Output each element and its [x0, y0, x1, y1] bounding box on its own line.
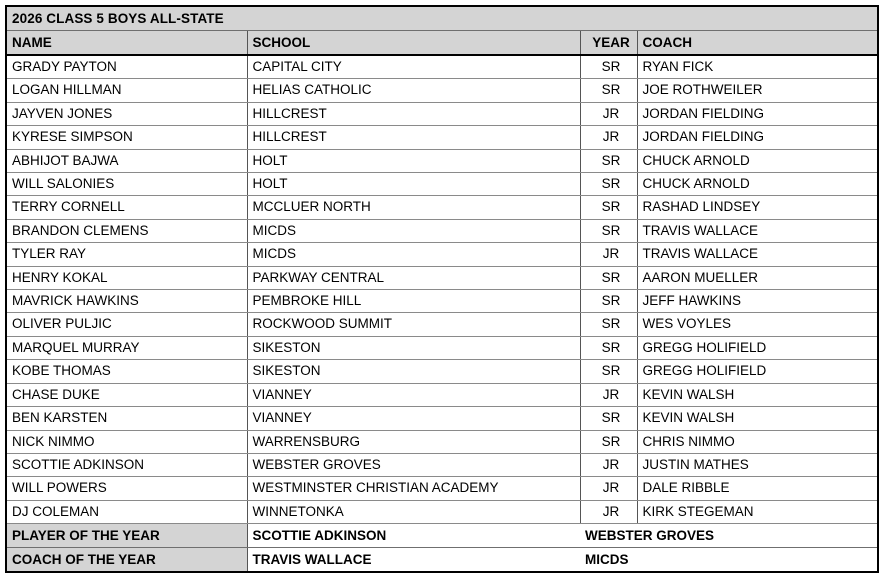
award-school: WEBSTER GROVES	[580, 524, 877, 548]
table-row	[7, 173, 877, 196]
cell-school: VIANNEY	[247, 407, 580, 430]
cell-school: CAPITAL CITY	[247, 55, 580, 79]
cell-year: SR	[580, 336, 637, 359]
cell-name: NICK NIMMO	[7, 430, 247, 453]
table-row	[7, 196, 877, 219]
table-row	[7, 477, 877, 500]
cell-year: SR	[580, 219, 637, 242]
cell-year: SR	[580, 290, 637, 313]
cell-name: HENRY KOKAL	[7, 266, 247, 289]
cell-school: SIKESTON	[247, 360, 580, 383]
cell-coach: CHUCK ARNOLD	[637, 149, 877, 172]
cell-year: JR	[580, 102, 637, 125]
cell-name: DJ COLEMAN	[7, 500, 247, 523]
cell-name: CHASE DUKE	[7, 383, 247, 406]
cell-school: HOLT	[247, 173, 580, 196]
cell-coach: DALE RIBBLE	[637, 477, 877, 500]
column-header-school: SCHOOL	[247, 31, 580, 56]
cell-coach: CHUCK ARNOLD	[637, 173, 877, 196]
cell-name: TERRY CORNELL	[7, 196, 247, 219]
table-row	[7, 290, 877, 313]
all-state-table	[7, 7, 877, 571]
cell-coach: KEVIN WALSH	[637, 407, 877, 430]
cell-school: MCCLUER NORTH	[247, 196, 580, 219]
cell-school: PARKWAY CENTRAL	[247, 266, 580, 289]
cell-name: OLIVER PULJIC	[7, 313, 247, 336]
award-row	[7, 548, 877, 572]
cell-year: SR	[580, 149, 637, 172]
cell-name: LOGAN HILLMAN	[7, 79, 247, 102]
cell-coach: JORDAN FIELDING	[637, 102, 877, 125]
cell-name: SCOTTIE ADKINSON	[7, 453, 247, 476]
cell-year: SR	[580, 173, 637, 196]
all-state-table-container	[5, 5, 879, 573]
table-title-row	[7, 7, 877, 31]
cell-name: JAYVEN JONES	[7, 102, 247, 125]
award-row	[7, 524, 877, 548]
cell-year: JR	[580, 383, 637, 406]
cell-coach: JUSTIN MATHES	[637, 453, 877, 476]
cell-school: SIKESTON	[247, 336, 580, 359]
cell-coach: WES VOYLES	[637, 313, 877, 336]
cell-name: KYRESE SIMPSON	[7, 126, 247, 149]
cell-year: SR	[580, 196, 637, 219]
cell-name: BEN KARSTEN	[7, 407, 247, 430]
cell-coach: JEFF HAWKINS	[637, 290, 877, 313]
table-row	[7, 430, 877, 453]
table-row	[7, 313, 877, 336]
cell-year: JR	[580, 453, 637, 476]
table-row	[7, 219, 877, 242]
table-row	[7, 126, 877, 149]
cell-school: WINNETONKA	[247, 500, 580, 523]
column-header-coach: COACH	[637, 31, 877, 56]
cell-school: MICDS	[247, 219, 580, 242]
cell-coach: CHRIS NIMMO	[637, 430, 877, 453]
table-row	[7, 243, 877, 266]
cell-year: SR	[580, 55, 637, 79]
cell-school: HOLT	[247, 149, 580, 172]
award-school: MICDS	[580, 548, 877, 572]
cell-coach: RYAN FICK	[637, 55, 877, 79]
cell-name: BRANDON CLEMENS	[7, 219, 247, 242]
table-row	[7, 453, 877, 476]
table-row	[7, 266, 877, 289]
cell-coach: TRAVIS WALLACE	[637, 219, 877, 242]
table-row	[7, 360, 877, 383]
award-person: TRAVIS WALLACE	[247, 548, 580, 572]
column-header-name: NAME	[7, 31, 247, 56]
table-row	[7, 407, 877, 430]
cell-coach: GREGG HOLIFIELD	[637, 360, 877, 383]
column-header-year: YEAR	[580, 31, 637, 56]
table-title: 2026 CLASS 5 BOYS ALL-STATE	[7, 7, 877, 31]
cell-name: TYLER RAY	[7, 243, 247, 266]
table-row	[7, 55, 877, 79]
cell-coach: KIRK STEGEMAN	[637, 500, 877, 523]
cell-name: WILL SALONIES	[7, 173, 247, 196]
cell-coach: RASHAD LINDSEY	[637, 196, 877, 219]
table-row	[7, 79, 877, 102]
cell-name: MAVRICK HAWKINS	[7, 290, 247, 313]
table-row	[7, 383, 877, 406]
cell-school: WEBSTER GROVES	[247, 453, 580, 476]
cell-year: SR	[580, 407, 637, 430]
cell-year: SR	[580, 266, 637, 289]
table-row	[7, 500, 877, 523]
cell-year: JR	[580, 477, 637, 500]
cell-coach: JORDAN FIELDING	[637, 126, 877, 149]
cell-coach: JOE ROTHWEILER	[637, 79, 877, 102]
cell-coach: AARON MUELLER	[637, 266, 877, 289]
cell-year: SR	[580, 360, 637, 383]
cell-school: HILLCREST	[247, 102, 580, 125]
cell-name: KOBE THOMAS	[7, 360, 247, 383]
cell-school: WARRENSBURG	[247, 430, 580, 453]
cell-year: JR	[580, 126, 637, 149]
cell-name: MARQUEL MURRAY	[7, 336, 247, 359]
cell-year: JR	[580, 500, 637, 523]
cell-school: PEMBROKE HILL	[247, 290, 580, 313]
cell-school: HILLCREST	[247, 126, 580, 149]
cell-coach: GREGG HOLIFIELD	[637, 336, 877, 359]
cell-name: ABHIJOT BAJWA	[7, 149, 247, 172]
cell-school: WESTMINSTER CHRISTIAN ACADEMY	[247, 477, 580, 500]
table-header-row	[7, 31, 877, 56]
award-person: SCOTTIE ADKINSON	[247, 524, 580, 548]
cell-year: SR	[580, 313, 637, 336]
table-row	[7, 102, 877, 125]
cell-year: JR	[580, 243, 637, 266]
cell-school: MICDS	[247, 243, 580, 266]
cell-year: SR	[580, 79, 637, 102]
cell-name: GRADY PAYTON	[7, 55, 247, 79]
cell-school: VIANNEY	[247, 383, 580, 406]
award-label: COACH OF THE YEAR	[7, 548, 247, 572]
cell-coach: TRAVIS WALLACE	[637, 243, 877, 266]
table-row	[7, 149, 877, 172]
award-label: PLAYER OF THE YEAR	[7, 524, 247, 548]
cell-coach: KEVIN WALSH	[637, 383, 877, 406]
cell-name: WILL POWERS	[7, 477, 247, 500]
table-row	[7, 336, 877, 359]
cell-school: ROCKWOOD SUMMIT	[247, 313, 580, 336]
cell-year: SR	[580, 430, 637, 453]
cell-school: HELIAS CATHOLIC	[247, 79, 580, 102]
